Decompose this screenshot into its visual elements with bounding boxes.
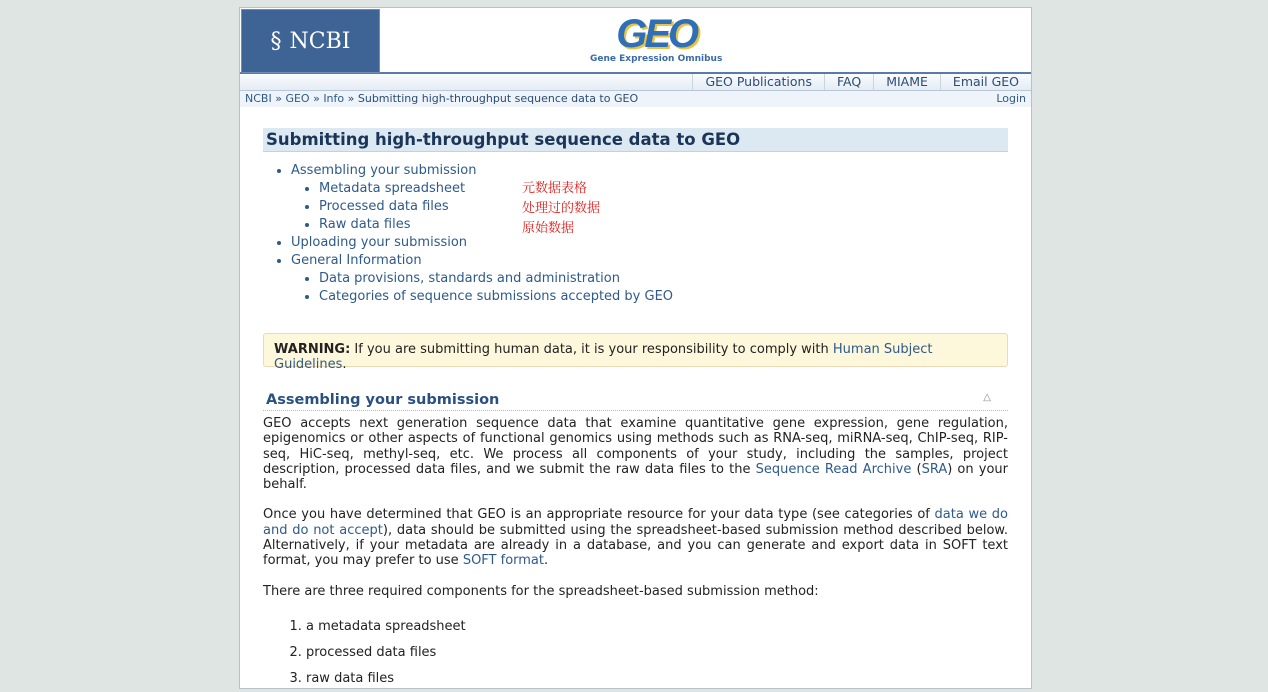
crumb-geo[interactable]: GEO	[285, 92, 310, 105]
helix-icon: §	[270, 28, 282, 54]
nav-miame[interactable]: MIAME	[873, 74, 940, 90]
page	[239, 7, 1032, 689]
login-link[interactable]: Login	[996, 92, 1026, 105]
human-subject-guidelines-link[interactable]: Human Subject Guidelines	[274, 342, 933, 372]
main-content	[263, 128, 1008, 692]
data-accept-link[interactable]: data we do and do not accept	[263, 507, 1008, 538]
toc-general[interactable]: General Information	[291, 253, 422, 268]
sra-abbr-link[interactable]: SRA	[921, 461, 948, 477]
crumb-current: Submitting high-throughput sequence data to GEO	[357, 92, 639, 105]
paragraph: Once you have determined that GEO is an appropriate resource for your data type (see categories of data we do and do not accept), data should be submitted using the spreadsheet-based submission method described below. Alternatively, if your metadata are already in a database, and you can generate and export data in SOFT text format, you may prefer to use SOFT format.	[263, 507, 1008, 569]
page-title: Submitting high-throughput sequence data to GEO	[263, 128, 1008, 152]
ncbi-logo[interactable]: § NCBI	[241, 9, 380, 73]
warning-box: WARNING: If you are submitting human data, it is your responsibility to comply with Human Subject Guidelines.	[263, 333, 1008, 367]
top-nav	[240, 74, 1031, 91]
sra-link[interactable]: Sequence Read Archive	[755, 461, 912, 477]
nav-geo-publications[interactable]: GEO Publications	[692, 74, 824, 90]
section-heading: Assembling your submission △	[263, 392, 1008, 411]
list-item: 1. a metadata spreadsheet	[306, 614, 1008, 640]
toc-categories[interactable]: Categories of sequence submissions accepted by GEO	[319, 289, 674, 304]
list-item: 2. processed data files	[306, 640, 1008, 666]
crumb-ncbi[interactable]: NCBI	[245, 92, 272, 105]
toc-metadata[interactable]: Metadata spreadsheet	[319, 181, 466, 196]
annotation-metadata: 元数据表格	[522, 181, 588, 196]
collapse-icon[interactable]: △	[983, 392, 991, 403]
toc-assembling[interactable]: Assembling your submission	[291, 163, 477, 178]
annotation-processed: 处理过的数据	[522, 201, 601, 216]
nav-faq[interactable]: FAQ	[824, 74, 873, 90]
toc-processed[interactable]: Processed data files	[319, 199, 449, 214]
geo-logo[interactable]: GEO Gene Expression Omnibus	[590, 12, 723, 64]
nav-email-geo[interactable]: Email GEO	[940, 74, 1031, 90]
toc-uploading[interactable]: Uploading your submission	[291, 235, 468, 250]
components-list	[263, 614, 1008, 692]
soft-format-link[interactable]: SOFT format	[462, 553, 544, 569]
breadcrumb: NCBI » GEO » Info » Submitting high-throughput sequence data to GEO Login	[240, 91, 1031, 107]
annotation-raw: 原始数据	[522, 221, 575, 236]
crumb-info[interactable]: Info	[323, 92, 345, 105]
table-of-contents	[263, 162, 1008, 306]
paragraph: GEO accepts next generation sequence data that examine quantitative gene expression, gene regulation, epigenomics or other aspects of functional genomics using methods such as RNA-seq, miRNA-seq, ChIP-seq, RIP-seq, HiC-seq, methyl-seq, etc. We process all components of your study, including the samples, project description, processed data files, and we submit the raw data files to the Sequence Read Archive (SRA) on your behalf.	[263, 416, 1008, 493]
toc-provisions[interactable]: Data provisions, standards and administration	[319, 271, 620, 286]
list-item: 3. raw data files	[306, 666, 1008, 692]
header	[240, 8, 1031, 74]
paragraph: There are three required components for the spreadsheet-based submission method:	[263, 583, 819, 599]
toc-raw[interactable]: Raw data files	[319, 217, 411, 232]
